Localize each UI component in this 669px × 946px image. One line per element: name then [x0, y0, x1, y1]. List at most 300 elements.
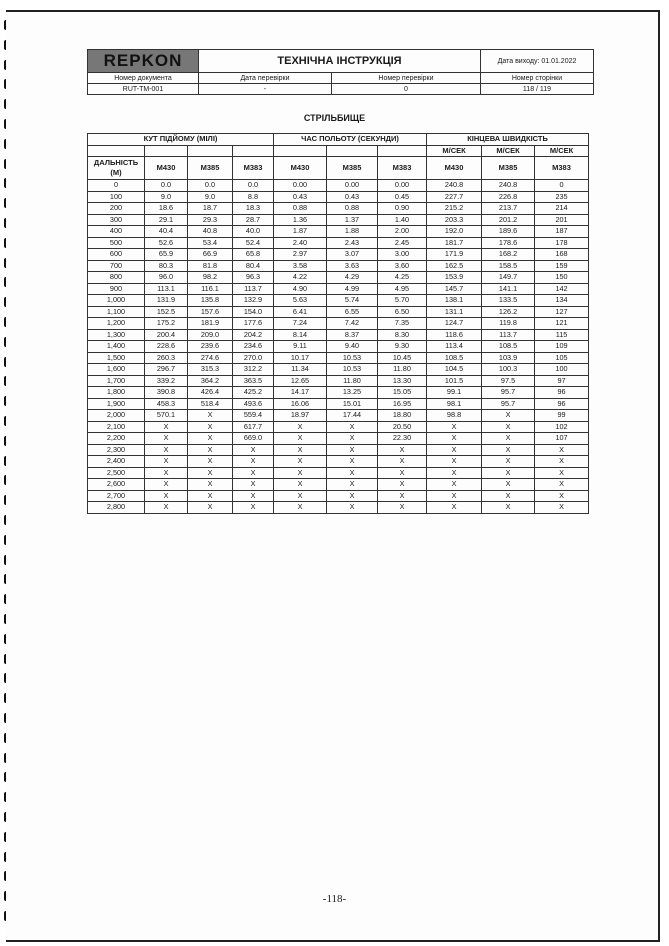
range-cell: 1,400 [88, 341, 145, 353]
table-row [88, 444, 589, 456]
model-header: M385 [188, 157, 233, 180]
value-cell: X [535, 502, 589, 514]
value-cell: 201 [535, 214, 589, 226]
value-cell: 0.43 [327, 191, 378, 203]
table-row [88, 352, 589, 364]
value-cell: 227.7 [427, 191, 482, 203]
value-cell: 121 [535, 318, 589, 330]
value-cell: 570.1 [145, 410, 188, 422]
value-cell: 200.4 [145, 329, 188, 341]
value-cell: 99.1 [427, 387, 482, 399]
model-header: M430 [427, 157, 482, 180]
range-cell: 2,700 [88, 490, 145, 502]
value-cell: X [233, 456, 274, 468]
value-cell: 126.2 [482, 306, 535, 318]
value-cell: 2.40 [274, 237, 327, 249]
value-cell: X [482, 479, 535, 491]
value-cell: X [327, 490, 378, 502]
table-row [88, 375, 589, 387]
value-cell: 18.6 [145, 203, 188, 215]
range-cell: 1,700 [88, 375, 145, 387]
value-cell: 204.2 [233, 329, 274, 341]
table-row [88, 203, 589, 215]
value-cell: 134 [535, 295, 589, 307]
value-cell: 99 [535, 410, 589, 422]
value-cell: 3.07 [327, 249, 378, 261]
range-cell: 1,100 [88, 306, 145, 318]
value-cell: 119.8 [482, 318, 535, 330]
group-elevation: КУТ ПІДЙОМУ (МІЛІ) [88, 134, 274, 146]
value-cell: 8.14 [274, 329, 327, 341]
doc-number-label: Номер документа [88, 73, 199, 84]
value-cell: 312.2 [233, 364, 274, 376]
value-cell: X [427, 502, 482, 514]
value-cell: 40.8 [188, 226, 233, 238]
value-cell: 40.0 [233, 226, 274, 238]
value-cell: 96.0 [145, 272, 188, 284]
value-cell: 115 [535, 329, 589, 341]
value-cell: X [482, 444, 535, 456]
value-cell: 162.5 [427, 260, 482, 272]
value-cell: X [274, 502, 327, 514]
value-cell: 6.50 [378, 306, 427, 318]
value-cell: 124.7 [427, 318, 482, 330]
value-cell: X [145, 479, 188, 491]
value-cell: X [188, 410, 233, 422]
model-header: M385 [327, 157, 378, 180]
table-row [88, 490, 589, 502]
value-cell: 149.7 [482, 272, 535, 284]
value-cell: X [145, 467, 188, 479]
value-cell: X [378, 444, 427, 456]
value-cell: 101.5 [427, 375, 482, 387]
value-cell: 8.30 [378, 329, 427, 341]
value-cell: X [327, 433, 378, 445]
value-cell: 189.6 [482, 226, 535, 238]
value-cell: 6.41 [274, 306, 327, 318]
value-cell: X [274, 467, 327, 479]
value-cell: 0.00 [274, 180, 327, 192]
value-cell: 214 [535, 203, 589, 215]
value-cell: 97 [535, 375, 589, 387]
value-cell: 98.2 [188, 272, 233, 284]
value-cell: 15.05 [378, 387, 427, 399]
table-row [88, 249, 589, 261]
value-cell: 154.0 [233, 306, 274, 318]
value-cell: 1.88 [327, 226, 378, 238]
value-cell: X [274, 433, 327, 445]
value-cell: X [482, 433, 535, 445]
value-cell: 52.4 [233, 237, 274, 249]
range-cell: 1,200 [88, 318, 145, 330]
value-cell: 29.1 [145, 214, 188, 226]
table-row [88, 341, 589, 353]
value-cell: 95.7 [482, 387, 535, 399]
table-row [88, 214, 589, 226]
range-cell: 2,800 [88, 502, 145, 514]
value-cell: 18.7 [188, 203, 233, 215]
value-cell: 493.6 [233, 398, 274, 410]
velocity-unit: М/СЕК [482, 145, 535, 157]
value-cell: 113.7 [233, 283, 274, 295]
value-cell: 127 [535, 306, 589, 318]
range-cell: 2,500 [88, 467, 145, 479]
value-cell: X [535, 467, 589, 479]
value-cell: 7.35 [378, 318, 427, 330]
range-cell: 1,900 [88, 398, 145, 410]
velocity-unit: М/СЕК [535, 145, 589, 157]
value-cell: 215.2 [427, 203, 482, 215]
value-cell: 235 [535, 191, 589, 203]
value-cell: X [535, 444, 589, 456]
value-cell: 1.36 [274, 214, 327, 226]
value-cell: 113.4 [427, 341, 482, 353]
value-cell: X [427, 421, 482, 433]
value-cell: X [378, 479, 427, 491]
value-cell: 0.43 [274, 191, 327, 203]
value-cell: 141.1 [482, 283, 535, 295]
value-cell: X [145, 444, 188, 456]
group-time: ЧАС ПОЛЬОТУ (СЕКУНДИ) [274, 134, 427, 146]
model-header: M383 [233, 157, 274, 180]
value-cell: X [274, 456, 327, 468]
value-cell: 10.53 [327, 352, 378, 364]
value-cell: 152.5 [145, 306, 188, 318]
value-cell: 17.44 [327, 410, 378, 422]
value-cell: X [274, 490, 327, 502]
value-cell: 13.25 [327, 387, 378, 399]
value-cell: 7.42 [327, 318, 378, 330]
value-cell: 4.90 [274, 283, 327, 295]
range-cell: 1,300 [88, 329, 145, 341]
doc-number: RUT-TM-001 [88, 84, 199, 95]
value-cell: 175.2 [145, 318, 188, 330]
table-row [88, 180, 589, 192]
value-cell: 100.3 [482, 364, 535, 376]
value-cell: 270.0 [233, 352, 274, 364]
value-cell: 213.7 [482, 203, 535, 215]
value-cell: 192.0 [427, 226, 482, 238]
value-cell: 98.1 [427, 398, 482, 410]
value-cell: 105 [535, 352, 589, 364]
value-cell: 9.0 [188, 191, 233, 203]
value-cell: 234.6 [233, 341, 274, 353]
value-cell: 113.7 [482, 329, 535, 341]
value-cell: X [188, 502, 233, 514]
value-cell: 5.74 [327, 295, 378, 307]
value-cell: 8.37 [327, 329, 378, 341]
value-cell: X [188, 444, 233, 456]
table-row [88, 410, 589, 422]
range-header: ДАЛЬНІСТЬ (М) [88, 157, 145, 180]
value-cell: 102 [535, 421, 589, 433]
value-cell: 138.1 [427, 295, 482, 307]
value-cell: 1.37 [327, 214, 378, 226]
value-cell: 4.29 [327, 272, 378, 284]
value-cell: X [233, 444, 274, 456]
value-cell: X [274, 421, 327, 433]
value-cell: 0.0 [188, 180, 233, 192]
table-row [88, 364, 589, 376]
value-cell: 142 [535, 283, 589, 295]
value-cell: 274.6 [188, 352, 233, 364]
check-number-label: Номер перевірки [331, 73, 480, 84]
value-cell: 15.01 [327, 398, 378, 410]
value-cell: 145.7 [427, 283, 482, 295]
value-cell: X [378, 490, 427, 502]
value-cell: 3.63 [327, 260, 378, 272]
value-cell: 116.1 [188, 283, 233, 295]
value-cell: 80.3 [145, 260, 188, 272]
issue-date: Дата виходу: 01.01.2022 [481, 50, 594, 73]
value-cell: 13.30 [378, 375, 427, 387]
table-row [88, 237, 589, 249]
value-cell: X [482, 490, 535, 502]
value-cell: 113.1 [145, 283, 188, 295]
value-cell: 150 [535, 272, 589, 284]
value-cell: X [327, 421, 378, 433]
value-cell: 4.95 [378, 283, 427, 295]
range-cell: 1,600 [88, 364, 145, 376]
table-row [88, 329, 589, 341]
value-cell: 178.6 [482, 237, 535, 249]
value-cell: 108.5 [427, 352, 482, 364]
value-cell: 0 [535, 180, 589, 192]
value-cell: 10.45 [378, 352, 427, 364]
value-cell: 11.80 [327, 375, 378, 387]
value-cell: 239.6 [188, 341, 233, 353]
value-cell: X [274, 479, 327, 491]
table-row [88, 272, 589, 284]
range-cell: 500 [88, 237, 145, 249]
value-cell: 0.00 [378, 180, 427, 192]
model-header: M430 [145, 157, 188, 180]
table-row [88, 398, 589, 410]
value-cell: 7.24 [274, 318, 327, 330]
group-velocity: КІНЦЕВА ШВИДКІСТЬ [427, 134, 589, 146]
range-cell: 0 [88, 180, 145, 192]
range-cell: 900 [88, 283, 145, 295]
value-cell: X [145, 421, 188, 433]
value-cell: 2.00 [378, 226, 427, 238]
value-cell: 390.8 [145, 387, 188, 399]
value-cell: 0.88 [274, 203, 327, 215]
value-cell: X [145, 456, 188, 468]
table-row [88, 433, 589, 445]
value-cell: 9.30 [378, 341, 427, 353]
value-cell: 12.65 [274, 375, 327, 387]
value-cell: 11.80 [378, 364, 427, 376]
value-cell: 171.9 [427, 249, 482, 261]
table-row [88, 502, 589, 514]
value-cell: 178 [535, 237, 589, 249]
value-cell: X [427, 467, 482, 479]
value-cell: 181.9 [188, 318, 233, 330]
value-cell: 97.5 [482, 375, 535, 387]
range-cell: 1,000 [88, 295, 145, 307]
page-number: 118 / 119 [481, 84, 594, 95]
value-cell: 29.3 [188, 214, 233, 226]
value-cell: 0.88 [327, 203, 378, 215]
table-row [88, 306, 589, 318]
value-cell: 240.8 [482, 180, 535, 192]
value-cell: X [274, 444, 327, 456]
table-row [88, 295, 589, 307]
value-cell: 203.3 [427, 214, 482, 226]
table-row [88, 226, 589, 238]
range-cell: 1,500 [88, 352, 145, 364]
value-cell: X [378, 502, 427, 514]
value-cell: 425.2 [233, 387, 274, 399]
value-cell: 3.00 [378, 249, 427, 261]
value-cell: 157.6 [188, 306, 233, 318]
value-cell: 20.50 [378, 421, 427, 433]
range-cell: 2,600 [88, 479, 145, 491]
range-cell: 300 [88, 214, 145, 226]
value-cell: 95.7 [482, 398, 535, 410]
velocity-unit: М/СЕК [427, 145, 482, 157]
range-cell: 2,400 [88, 456, 145, 468]
value-cell: 18.80 [378, 410, 427, 422]
value-cell: 9.0 [145, 191, 188, 203]
value-cell: 168.2 [482, 249, 535, 261]
table-row [88, 467, 589, 479]
range-cell: 400 [88, 226, 145, 238]
value-cell: X [378, 467, 427, 479]
value-cell: 96.3 [233, 272, 274, 284]
range-cell: 2,000 [88, 410, 145, 422]
value-cell: X [233, 502, 274, 514]
range-cell: 600 [88, 249, 145, 261]
value-cell: 65.9 [145, 249, 188, 261]
value-cell: 0.0 [233, 180, 274, 192]
value-cell: 617.7 [233, 421, 274, 433]
value-cell: 135.8 [188, 295, 233, 307]
value-cell: 133.5 [482, 295, 535, 307]
value-cell: X [535, 456, 589, 468]
table-row [88, 456, 589, 468]
value-cell: 98.8 [427, 410, 482, 422]
value-cell: 187 [535, 226, 589, 238]
table-row [88, 191, 589, 203]
value-cell: 40.4 [145, 226, 188, 238]
value-cell: 158.5 [482, 260, 535, 272]
value-cell: 6.55 [327, 306, 378, 318]
value-cell: X [145, 502, 188, 514]
value-cell: 80.4 [233, 260, 274, 272]
value-cell: 81.8 [188, 260, 233, 272]
value-cell: 16.06 [274, 398, 327, 410]
value-cell: X [327, 502, 378, 514]
value-cell: 0.45 [378, 191, 427, 203]
value-cell: 228.6 [145, 341, 188, 353]
value-cell: 4.25 [378, 272, 427, 284]
value-cell: X [427, 479, 482, 491]
value-cell: 209.0 [188, 329, 233, 341]
value-cell: X [482, 456, 535, 468]
value-cell: 109 [535, 341, 589, 353]
value-cell: 65.8 [233, 249, 274, 261]
value-cell: 315.3 [188, 364, 233, 376]
value-cell: 10.53 [327, 364, 378, 376]
value-cell: 107 [535, 433, 589, 445]
value-cell: 0.00 [327, 180, 378, 192]
value-cell: X [378, 456, 427, 468]
value-cell: 108.5 [482, 341, 535, 353]
document-header [87, 49, 594, 95]
value-cell: 18.3 [233, 203, 274, 215]
value-cell: 669.0 [233, 433, 274, 445]
value-cell: X [188, 456, 233, 468]
value-cell: 96 [535, 398, 589, 410]
check-date-label: Дата перевірки [199, 73, 332, 84]
value-cell: 14.17 [274, 387, 327, 399]
page-footer-number: -118- [322, 893, 347, 905]
value-cell: 3.58 [274, 260, 327, 272]
value-cell: X [482, 467, 535, 479]
value-cell: X [482, 421, 535, 433]
value-cell: 426.4 [188, 387, 233, 399]
value-cell: 458.3 [145, 398, 188, 410]
value-cell: 3.60 [378, 260, 427, 272]
model-header: M430 [274, 157, 327, 180]
check-date: - [199, 84, 332, 95]
range-cell: 200 [88, 203, 145, 215]
value-cell: 118.6 [427, 329, 482, 341]
model-header: M383 [535, 157, 589, 180]
value-cell: 177.6 [233, 318, 274, 330]
value-cell: 9.40 [327, 341, 378, 353]
range-cell: 100 [88, 191, 145, 203]
table-row [88, 260, 589, 272]
document-title: ТЕХНІЧНА ІНСТРУКЦІЯ [199, 50, 481, 73]
value-cell: X [188, 479, 233, 491]
value-cell: 5.63 [274, 295, 327, 307]
value-cell: 16.95 [378, 398, 427, 410]
firing-table [87, 133, 589, 514]
value-cell: 11.34 [274, 364, 327, 376]
table-row [88, 283, 589, 295]
value-cell: X [535, 490, 589, 502]
value-cell: X [482, 502, 535, 514]
range-cell: 1,800 [88, 387, 145, 399]
value-cell: X [233, 490, 274, 502]
value-cell: 52.6 [145, 237, 188, 249]
value-cell: 0.0 [145, 180, 188, 192]
value-cell: 1.40 [378, 214, 427, 226]
value-cell: 9.11 [274, 341, 327, 353]
value-cell: 5.70 [378, 295, 427, 307]
section-title: СТРІЛЬБИЩЕ [303, 113, 366, 123]
table-row [88, 421, 589, 433]
range-cell: 2,200 [88, 433, 145, 445]
model-header: M383 [378, 157, 427, 180]
value-cell: 28.7 [233, 214, 274, 226]
value-cell: X [145, 433, 188, 445]
range-cell: 2,300 [88, 444, 145, 456]
value-cell: X [482, 410, 535, 422]
value-cell: X [327, 467, 378, 479]
value-cell: 201.2 [482, 214, 535, 226]
value-cell: X [327, 444, 378, 456]
value-cell: 4.22 [274, 272, 327, 284]
value-cell: 181.7 [427, 237, 482, 249]
table-row [88, 387, 589, 399]
value-cell: X [535, 479, 589, 491]
value-cell: 2.43 [327, 237, 378, 249]
value-cell: X [427, 456, 482, 468]
value-cell: 296.7 [145, 364, 188, 376]
